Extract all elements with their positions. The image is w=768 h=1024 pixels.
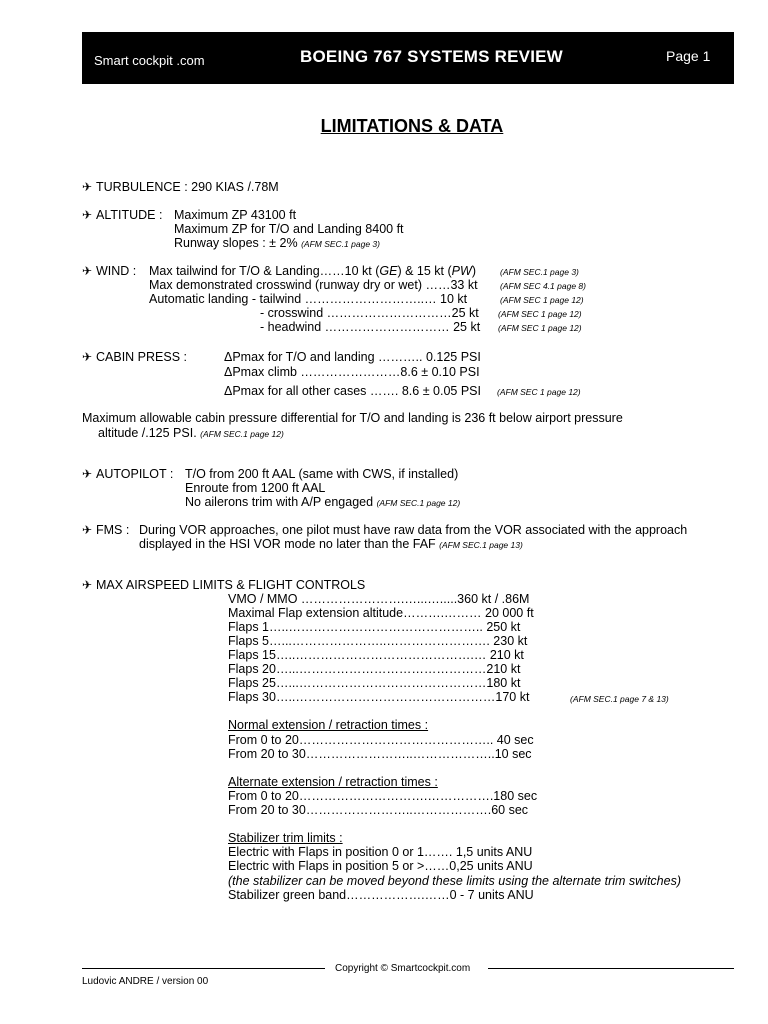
wind-line: - crosswind …………………………25 kt (260, 306, 479, 320)
afm-reference: (AFM SEC.1 page 3) (500, 267, 579, 277)
fms-item (82, 523, 129, 538)
autopilot-line (185, 495, 460, 511)
fms-line: During VOR approaches, one pilot must have raw data from the VOR associated with the approach (139, 523, 688, 537)
fms-label: FMS : (96, 523, 130, 537)
wind-text: Max tailwind for T/O & Landing……10 kt ( (149, 264, 380, 278)
wind-engine-ge: GE (379, 264, 398, 278)
header-bar (82, 32, 734, 84)
airplane-icon: ✈ (82, 467, 93, 481)
cabin-line: ΔPmax for all other cases ……. 8.6 ± 0.05 PSI (224, 384, 481, 398)
afm-reference: (AFM SEC.1 page 12) (200, 429, 284, 439)
afm-reference: (AFM SEC 1 page 12) (500, 295, 584, 305)
normal-times-line: From 0 to 20……………………………………….. 40 sec (228, 733, 534, 747)
altitude-item (82, 208, 162, 223)
turbulence-item (82, 180, 279, 195)
cabin-press-label: CABIN PRESS : (96, 350, 187, 364)
airspeed-item (82, 578, 365, 593)
wind-line: Max demonstrated crosswind (runway dry or wet) ……33 kt (149, 278, 478, 292)
normal-times-title: Normal extension / retraction times : (228, 718, 429, 732)
afm-reference: (AFM SEC.1 page 12) (376, 498, 461, 508)
page-title: LIMITATIONS & DATA (320, 116, 504, 136)
wind-text: ) (471, 264, 476, 278)
cabin-line: ΔPmax for T/O and landing ……….. 0.125 PSI (224, 350, 481, 364)
airspeed-line: VMO / MMO …………………….…...….....360 kt / .86M (228, 592, 530, 606)
altitude-label: ALTITUDE : (96, 208, 163, 222)
page-number: Page 1 (666, 48, 711, 64)
airplane-icon: ✈ (82, 350, 93, 364)
autopilot-line: T/O from 200 ft AAL (same with CWS, if installed) (185, 467, 459, 481)
stabilizer-title: Stabilizer trim limits : (228, 831, 343, 845)
afm-reference: (AFM SEC 4.1 page 8) (500, 281, 586, 291)
autopilot-item (82, 467, 173, 482)
stabilizer-line: Electric with Flaps in position 0 or 1……. 1,5 units ANU (228, 845, 533, 859)
airplane-icon: ✈ (82, 264, 93, 278)
alternate-times-line: From 0 to 20………………………….…………….180 sec (228, 789, 538, 803)
wind-line (149, 264, 476, 279)
afm-reference: (AFM SEC 1 page 12) (498, 323, 582, 333)
wind-engine-pw: PW (451, 264, 472, 278)
altitude-line: Maximum ZP for T/O and Landing 8400 ft (174, 222, 404, 236)
footer-divider (488, 968, 734, 969)
afm-reference: (AFM SEC 1 page 12) (498, 309, 582, 319)
afm-reference: (AFM SEC.1 page 13) (439, 540, 523, 550)
max-diff-text: altitude /.125 PSI. (98, 426, 197, 440)
wind-item (82, 264, 136, 279)
cabin-press-item (82, 350, 187, 365)
airplane-icon: ✈ (82, 208, 93, 222)
stabilizer-note: (the stabilizer can be moved beyond these limits using the alternate trim switches) (228, 874, 681, 888)
footer-divider (82, 968, 325, 969)
wind-line: Automatic landing - tailwind ………………………..… 10 kt (149, 292, 468, 306)
normal-times-line: From 20 to 30……………………..………………..10 sec (228, 747, 532, 761)
afm-reference: (AFM SEC.1 page 7 & 13) (570, 694, 669, 704)
footer-copyright: Copyright © Smartcockpit.com (335, 963, 471, 974)
turbulence-label: TURBULENCE (96, 180, 181, 194)
afm-reference: (AFM SEC.1 page 3) (301, 239, 380, 249)
airspeed-label: MAX AIRSPEED LIMITS & FLIGHT CONTROLS (96, 578, 366, 592)
airspeed-line: Flaps 5…...…………………..……………………. 230 kt (228, 634, 528, 648)
max-diff-line (98, 426, 284, 442)
footer-author: Ludovic ANDRE / version 00 (82, 976, 209, 987)
airspeed-line: Flaps 25…...………………………………………180 kt (228, 676, 521, 690)
document-title: BOEING 767 SYSTEMS REVIEW (300, 47, 563, 66)
alternate-times-title: Alternate extension / retraction times : (228, 775, 438, 789)
altitude-slope: Runway slopes : ± 2% (174, 236, 298, 250)
stabilizer-line: Stabilizer green band……………….……0 - 7 units ANU (228, 888, 534, 902)
airspeed-line: Flaps 30…..…………………………………………170 kt (228, 690, 530, 704)
autopilot-line: Enroute from 1200 ft AAL (185, 481, 326, 495)
airplane-icon: ✈ (82, 578, 93, 592)
airspeed-line: Flaps 1…..……………………………………….. 250 kt (228, 620, 521, 634)
autopilot-text: No ailerons trim with A/P engaged (185, 495, 374, 509)
max-diff-line: Maximum allowable cabin pressure differential for T/O and landing is 236 ft below airport pressure (82, 411, 623, 425)
wind-label: WIND : (96, 264, 137, 278)
afm-reference: (AFM SEC 1 page 12) (497, 387, 581, 397)
alternate-times-line: From 20 to 30……………………..……………….60 sec (228, 803, 529, 817)
cabin-line: ΔPmax climb ……………………8.6 ± 0.10 PSI (224, 365, 480, 379)
altitude-line (174, 236, 380, 252)
site-name: Smart cockpit .com (94, 53, 205, 68)
stabilizer-line: Electric with Flaps in position 5 or >……0,25 units ANU (228, 859, 533, 873)
airspeed-line: Flaps 20…...………………………………………210 kt (228, 662, 521, 676)
airplane-icon: ✈ (82, 180, 93, 194)
altitude-line: Maximum ZP 43100 ft (174, 208, 297, 222)
turbulence-value: : 290 KIAS /.78M (180, 180, 279, 194)
airplane-icon: ✈ (82, 523, 93, 537)
wind-text: ) & 15 kt ( (397, 264, 452, 278)
airspeed-line: Maximal Flap extension altitude……….……… 20 000 ft (228, 606, 534, 620)
autopilot-label: AUTOPILOT : (96, 467, 174, 481)
airspeed-line: Flaps 15…..…………………………………….… 210 kt (228, 648, 524, 662)
fms-text: displayed in the HSI VOR mode no later than the FAF (139, 537, 436, 551)
fms-line (139, 537, 523, 553)
wind-line: - headwind ………………………… 25 kt (260, 320, 481, 334)
